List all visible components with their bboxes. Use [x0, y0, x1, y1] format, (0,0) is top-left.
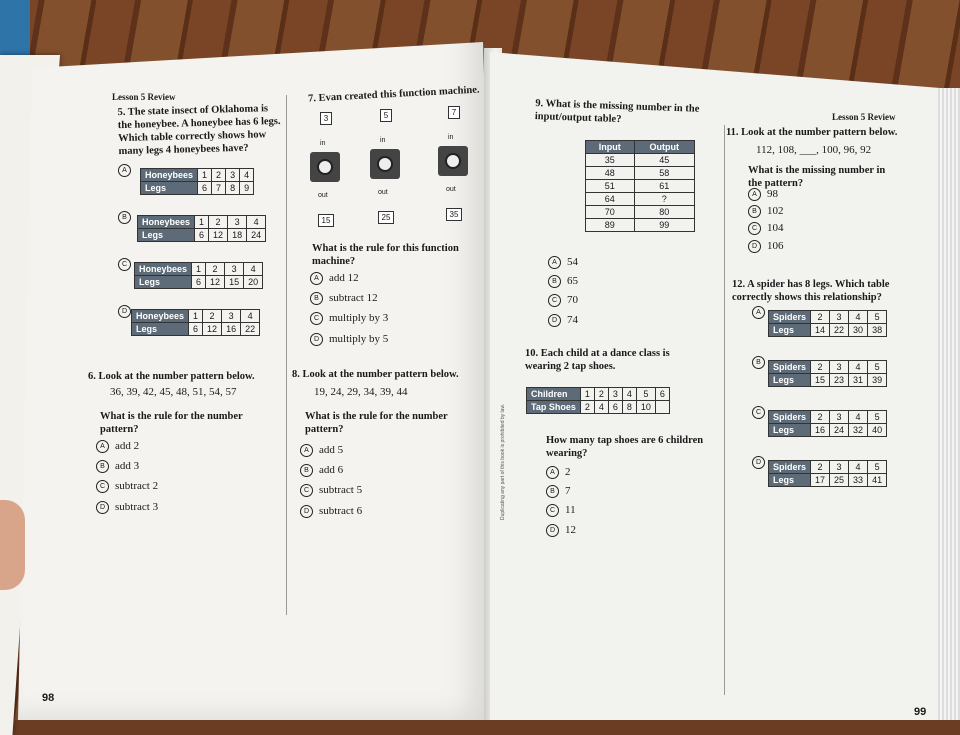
- q8-option-text: subtract 5: [319, 484, 363, 497]
- answer-bubble-icon: D: [548, 314, 561, 327]
- right-page-edges: [938, 88, 960, 720]
- q9-cell: 64: [586, 193, 635, 206]
- answer-bubble-icon: B: [310, 292, 323, 305]
- q12-cell: 4: [849, 411, 868, 424]
- q11-option-text: 106: [767, 239, 784, 252]
- q9-cell: 89: [586, 219, 635, 232]
- answer-bubble-icon[interactable]: B: [118, 211, 131, 224]
- q11-option[interactable]: [748, 205, 784, 218]
- answer-bubble-icon[interactable]: A: [752, 306, 765, 319]
- answer-bubble-icon[interactable]: C: [118, 258, 131, 271]
- answer-bubble-icon[interactable]: D: [752, 456, 765, 469]
- machine-in-label: in: [320, 140, 326, 147]
- q6-pattern: 36, 39, 42, 45, 48, 51, 54, 57: [110, 386, 237, 398]
- machine-out-label: out: [446, 186, 456, 193]
- q5-option-table: [134, 262, 263, 289]
- q5-cell: Legs: [138, 229, 195, 242]
- q5-cell: 12: [206, 276, 225, 289]
- q5-cell: Legs: [135, 276, 192, 289]
- answer-bubble-icon: C: [300, 484, 313, 497]
- q5-cell: 24: [247, 229, 266, 242]
- q10-option[interactable]: [546, 485, 576, 498]
- q5-cell: 1: [198, 169, 212, 182]
- q10-option-text: 2: [565, 466, 571, 479]
- q6-option[interactable]: [96, 480, 158, 493]
- q12-cell: 31: [849, 374, 868, 387]
- answer-bubble-icon[interactable]: C: [752, 406, 765, 419]
- q5-row: [132, 310, 260, 323]
- q5-cell: Honeybees: [138, 216, 195, 229]
- q5-cell: 6: [192, 276, 206, 289]
- answer-bubble-icon: B: [300, 464, 313, 477]
- q5-option-table: [137, 215, 266, 242]
- q12-cell: Legs: [769, 474, 811, 487]
- q10-cell: 2: [580, 401, 594, 414]
- q10-cell: 1: [580, 388, 594, 401]
- q8-option-text: add 5: [319, 444, 344, 457]
- machine-in-label: in: [448, 134, 454, 141]
- q12-cell: 5: [868, 461, 887, 474]
- q12-cell: 5: [868, 411, 887, 424]
- q6-question: What is the rule for the number pattern?: [100, 411, 243, 436]
- q5-cell: 2: [206, 263, 225, 276]
- q9-cell: 45: [634, 154, 694, 167]
- q12-option-table: [768, 360, 887, 387]
- q12-cell: 4: [849, 311, 868, 324]
- answer-bubble-icon: D: [310, 333, 323, 346]
- machine-output-box: 35: [446, 208, 462, 221]
- q5-cell: 8: [226, 182, 240, 195]
- q12-cell: 32: [849, 424, 868, 437]
- q12-option-table: [768, 460, 887, 487]
- q8-option[interactable]: [300, 505, 362, 518]
- answer-bubble-icon: B: [546, 485, 559, 498]
- q10-cell: 5: [636, 388, 655, 401]
- q9-options: [548, 256, 578, 333]
- q12-cell: 33: [849, 474, 868, 487]
- q12-row: [769, 361, 887, 374]
- q9-option[interactable]: [548, 275, 578, 288]
- q10-cell: 10: [636, 401, 655, 414]
- function-machine-gear-icon: [310, 152, 340, 182]
- answer-bubble-icon: B: [548, 275, 561, 288]
- q7-option[interactable]: [310, 272, 388, 285]
- answer-bubble-icon: D: [300, 505, 313, 518]
- answer-bubble-icon: C: [548, 294, 561, 307]
- q5-cell: 1: [195, 216, 209, 229]
- q11-pattern: 112, 108, ___, 100, 96, 92: [756, 144, 872, 156]
- q9-cell: 51: [586, 180, 635, 193]
- q9-row: [586, 180, 695, 193]
- q9-header-cell: Output: [634, 141, 694, 154]
- q10-option-text: 7: [565, 485, 571, 498]
- q12-cell: 24: [830, 424, 849, 437]
- q5-cell: 1: [192, 263, 206, 276]
- answer-bubble-icon: A: [310, 272, 323, 285]
- q5-cell: Honeybees: [135, 263, 192, 276]
- q10-option[interactable]: [546, 466, 576, 479]
- q12-cell: 40: [868, 424, 887, 437]
- answer-bubble-icon: C: [546, 504, 559, 517]
- q6-option-text: add 3: [115, 460, 140, 473]
- q9-option[interactable]: [548, 294, 578, 307]
- q5-row: [138, 229, 266, 242]
- q12-text: 12. A spider has 8 legs. Which table correctly shows this relationship?: [732, 279, 890, 304]
- answer-bubble-icon: D: [96, 501, 109, 514]
- q5-row: [141, 169, 254, 182]
- machine-in-label: in: [380, 137, 386, 144]
- q10-cell: Tap Shoes: [527, 401, 581, 414]
- q8-text: 8. Look at the number pattern below.: [292, 369, 459, 380]
- q11-text: 11. Look at the number pattern below.: [726, 127, 898, 138]
- q5-cell: 4: [244, 263, 263, 276]
- q12-cell: Legs: [769, 424, 811, 437]
- q12-cell: Spiders: [769, 361, 811, 374]
- q9-cell: 58: [634, 167, 694, 180]
- q6-options: [96, 440, 158, 521]
- q12-cell: 2: [811, 361, 830, 374]
- q5-cell: Legs: [141, 182, 198, 195]
- q8-question: What is the rule for the number pattern?: [305, 411, 448, 436]
- q7-options: [310, 272, 388, 353]
- q9-cell: 70: [586, 206, 635, 219]
- answer-bubble-icon[interactable]: A: [118, 164, 131, 177]
- q12-cell: 3: [830, 461, 849, 474]
- q12-cell: 22: [830, 324, 849, 337]
- answer-bubble-icon[interactable]: D: [118, 305, 131, 318]
- q12-option-table: [768, 310, 887, 337]
- q11-option[interactable]: [748, 188, 784, 201]
- q12-cell: Spiders: [769, 311, 811, 324]
- q12-cell: 3: [830, 361, 849, 374]
- answer-bubble-icon: D: [546, 524, 559, 537]
- q12-cell: Spiders: [769, 461, 811, 474]
- q12-cell: 15: [811, 374, 830, 387]
- q9-cell: 61: [634, 180, 694, 193]
- right-header: Lesson 5 Review: [832, 112, 896, 122]
- q12-cell: 5: [868, 311, 887, 324]
- q8-options: [300, 444, 362, 525]
- q5-cell: 16: [222, 323, 241, 336]
- q12-cell: 17: [811, 474, 830, 487]
- q5-text: 5. The state insect of Oklahoma is the honeybee. A honeybee has 6 legs. Which table correctly shows how many legs 4 honeybees have?: [117, 103, 281, 158]
- q9-cell: 35: [586, 154, 635, 167]
- q12-cell: 3: [830, 311, 849, 324]
- q9-table: [585, 140, 695, 232]
- q10-question: How many tap shoes are 6 children wearing?: [546, 435, 704, 460]
- q9-row: [586, 154, 695, 167]
- q12-cell: 4: [849, 461, 868, 474]
- q12-cell: 38: [868, 324, 887, 337]
- q10-option[interactable]: [546, 524, 576, 537]
- q5-cell: 3: [226, 169, 240, 182]
- q9-cell: 48: [586, 167, 635, 180]
- q12-row: [769, 411, 887, 424]
- q6-option[interactable]: [96, 501, 158, 514]
- q9-option-text: 65: [567, 275, 578, 288]
- q9-header-row: [586, 141, 695, 154]
- q9-cell: ?: [634, 193, 694, 206]
- q6-option[interactable]: [96, 460, 158, 473]
- q12-option-table: [768, 410, 887, 437]
- q11-option-text: 102: [767, 205, 784, 218]
- q7-option-text: subtract 12: [329, 292, 378, 305]
- q5-cell: Legs: [132, 323, 189, 336]
- q10-cell: Children: [527, 388, 581, 401]
- left-column-divider: [286, 95, 287, 615]
- answer-bubble-icon: D: [748, 240, 761, 253]
- q7-option-text: multiply by 3: [329, 312, 389, 325]
- q11-options: [748, 188, 784, 257]
- q5-cell: 12: [203, 323, 222, 336]
- machine-input-box: 5: [380, 109, 392, 122]
- q9-option-text: 54: [567, 256, 578, 269]
- q12-cell: 4: [849, 361, 868, 374]
- q7-option-text: add 12: [329, 272, 359, 285]
- q5-cell: 4: [241, 310, 260, 323]
- q8-option[interactable]: [300, 464, 362, 477]
- q12-row: [769, 474, 887, 487]
- q10-cell: 4: [594, 401, 608, 414]
- q5-row: [141, 182, 254, 195]
- q12-row: [769, 324, 887, 337]
- answer-bubble-icon: A: [546, 466, 559, 479]
- q5-row: [135, 276, 263, 289]
- q10-cell: 8: [622, 401, 636, 414]
- q6-option-text: subtract 2: [115, 480, 159, 493]
- q5-cell: 2: [212, 169, 226, 182]
- q5-option-table: [140, 168, 254, 195]
- q10-text: 10. Each child at a dance class is wearing 2 tap shoes.: [525, 348, 670, 373]
- q5-cell: 12: [209, 229, 228, 242]
- q9-row: [586, 206, 695, 219]
- q5-cell: 6: [195, 229, 209, 242]
- q9-header-cell: Input: [586, 141, 635, 154]
- q9-option[interactable]: [548, 256, 578, 269]
- q10-row: [527, 401, 670, 414]
- function-machine-gear-icon: [438, 146, 468, 176]
- q11-option[interactable]: [748, 222, 784, 235]
- answer-bubble-icon: C: [310, 312, 323, 325]
- answer-bubble-icon: C: [96, 480, 109, 493]
- thumb: [0, 500, 25, 590]
- machine-input-box: 7: [448, 106, 460, 119]
- q10-options: [546, 466, 576, 543]
- q7-text: 7. Evan created this function machine.: [307, 84, 480, 105]
- q11-question: What is the missing number in the pattern?: [748, 165, 886, 190]
- machine-input-box: 3: [320, 112, 332, 125]
- q5-cell: 22: [241, 323, 260, 336]
- left-header: Lesson 5 Review: [112, 92, 176, 102]
- q5-cell: Honeybees: [132, 310, 189, 323]
- q7-option[interactable]: [310, 292, 388, 305]
- q9-option-text: 70: [567, 294, 578, 307]
- q12-cell: 30: [849, 324, 868, 337]
- q8-option-text: subtract 6: [319, 504, 363, 517]
- q10-option[interactable]: [546, 504, 576, 517]
- q12-row: [769, 374, 887, 387]
- machine-out-label: out: [378, 189, 388, 196]
- q5-cell: 4: [240, 169, 254, 182]
- q8-option[interactable]: [300, 484, 362, 497]
- q9-cell: 99: [634, 219, 694, 232]
- q6-text: 6. Look at the number pattern below.: [88, 371, 255, 382]
- q12-cell: Legs: [769, 324, 811, 337]
- machine-out-label: out: [318, 192, 328, 199]
- q5-cell: 15: [225, 276, 244, 289]
- q12-row: [769, 311, 887, 324]
- q5-cell: 4: [247, 216, 266, 229]
- q10-cell: 4: [622, 388, 636, 401]
- answer-bubble-icon: B: [96, 460, 109, 473]
- q8-option-text: add 6: [319, 464, 344, 477]
- q7-option[interactable]: [310, 333, 388, 346]
- q9-option[interactable]: [548, 314, 578, 327]
- q5-cell: 3: [222, 310, 241, 323]
- q12-cell: 2: [811, 461, 830, 474]
- q5-cell: 2: [203, 310, 222, 323]
- q11-option-text: 104: [767, 222, 784, 235]
- q7-option[interactable]: [310, 312, 388, 325]
- q10-option-text: 11: [565, 504, 576, 517]
- q10-option-text: 12: [565, 523, 576, 536]
- q9-cell: 80: [634, 206, 694, 219]
- machine-output-box: 15: [318, 214, 334, 227]
- q9-row: [586, 167, 695, 180]
- q5-row: [132, 323, 260, 336]
- q5-option-table: [131, 309, 260, 336]
- q5-cell: Honeybees: [141, 169, 198, 182]
- q9-text: 9. What is the missing number in the input/output table?: [534, 98, 700, 126]
- q10-cell: 6: [655, 388, 669, 401]
- copyright-notice: Duplicating any part of this book is prohibited by law.: [500, 403, 506, 520]
- q10-cell: 2: [594, 388, 608, 401]
- answer-bubble-icon: C: [748, 222, 761, 235]
- q5-cell: 2: [209, 216, 228, 229]
- answer-bubble-icon: A: [548, 256, 561, 269]
- q7-option-text: multiply by 5: [329, 332, 389, 345]
- q5-cell: 6: [189, 323, 203, 336]
- q10-cell: 6: [608, 401, 622, 414]
- answer-bubble-icon[interactable]: B: [752, 356, 765, 369]
- q12-cell: 25: [830, 474, 849, 487]
- q12-cell: 23: [830, 374, 849, 387]
- q12-cell: 2: [811, 411, 830, 424]
- q7-question: What is the rule for this function machine?: [312, 243, 459, 268]
- q9-row: [586, 219, 695, 232]
- q12-cell: Spiders: [769, 411, 811, 424]
- q10-cell: 3: [608, 388, 622, 401]
- q5-cell: 7: [212, 182, 226, 195]
- q12-cell: 41: [868, 474, 887, 487]
- q5-cell: 3: [228, 216, 247, 229]
- q12-cell: 5: [868, 361, 887, 374]
- q12-cell: 2: [811, 311, 830, 324]
- answer-bubble-icon: A: [748, 188, 761, 201]
- q11-option-text: 98: [767, 188, 778, 201]
- q12-cell: 14: [811, 324, 830, 337]
- q12-cell: 16: [811, 424, 830, 437]
- function-machine-gear-icon: [370, 149, 400, 179]
- q12-row: [769, 461, 887, 474]
- q6-option-text: add 2: [115, 440, 140, 453]
- q5-cell: 9: [240, 182, 254, 195]
- q8-pattern: 19, 24, 29, 34, 39, 44: [314, 386, 408, 398]
- q9-option-text: 74: [567, 313, 578, 326]
- q5-cell: 6: [198, 182, 212, 195]
- machine-output-box: 25: [378, 211, 394, 224]
- q8-option[interactable]: [300, 444, 362, 457]
- q10-row: [527, 388, 670, 401]
- q12-cell: 3: [830, 411, 849, 424]
- q6-option[interactable]: [96, 440, 158, 453]
- left-page-number: 98: [42, 692, 55, 704]
- right-column-divider: [724, 125, 725, 695]
- q10-cell: [655, 401, 669, 414]
- q5-row: [135, 263, 263, 276]
- right-page-number: 99: [914, 706, 927, 718]
- q9-row: [586, 193, 695, 206]
- q12-cell: Legs: [769, 374, 811, 387]
- answer-bubble-icon: B: [748, 205, 761, 218]
- answer-bubble-icon: A: [96, 440, 109, 453]
- q6-option-text: subtract 3: [115, 500, 159, 513]
- q5-cell: 1: [189, 310, 203, 323]
- q12-cell: 39: [868, 374, 887, 387]
- q11-option[interactable]: [748, 240, 784, 253]
- answer-bubble-icon: A: [300, 444, 313, 457]
- q5-cell: 3: [225, 263, 244, 276]
- q12-row: [769, 424, 887, 437]
- q5-row: [138, 216, 266, 229]
- q5-cell: 18: [228, 229, 247, 242]
- q10-table: [526, 387, 670, 414]
- q5-cell: 20: [244, 276, 263, 289]
